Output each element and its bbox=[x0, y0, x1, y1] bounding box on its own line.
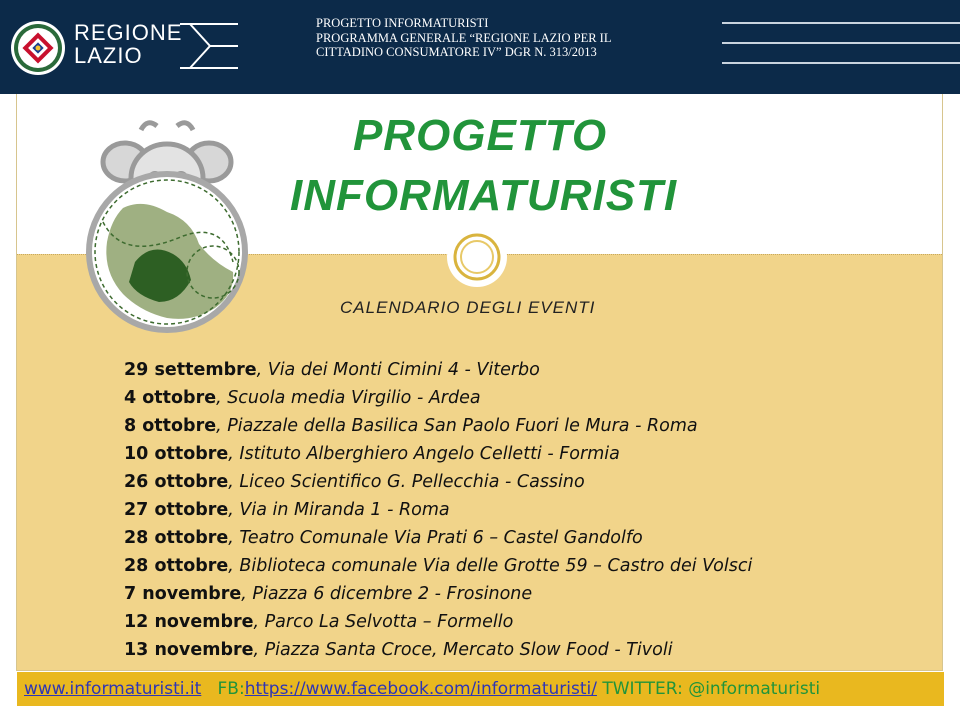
event-date: 28 ottobre bbox=[124, 528, 229, 548]
event-date: 29 settembre bbox=[124, 360, 257, 380]
event-date: 12 novembre bbox=[124, 612, 254, 632]
event-item bbox=[124, 552, 752, 580]
event-item bbox=[124, 440, 752, 468]
header-bar bbox=[0, 0, 960, 94]
event-place: , Piazza Santa Croce, Mercato Slow Food - Tivoli bbox=[253, 640, 673, 660]
regione-lazio-seal-icon bbox=[10, 20, 66, 76]
event-item bbox=[124, 636, 752, 664]
page-title bbox=[290, 106, 678, 226]
event-date: 8 ottobre bbox=[124, 416, 217, 436]
decorative-ring-icon bbox=[446, 226, 508, 288]
event-item bbox=[124, 412, 752, 440]
brand-line-lazio: LAZIO bbox=[74, 43, 143, 68]
event-place: , Piazzale della Basilica San Paolo Fuori le Mura - Roma bbox=[216, 416, 698, 436]
event-date: 7 novembre bbox=[124, 584, 242, 604]
event-place: , Teatro Comunale Via Prati 6 – Castel Gandolfo bbox=[228, 528, 643, 548]
event-place: , Scuola media Virgilio - Ardea bbox=[216, 388, 481, 408]
event-place: , Biblioteca comunale Via delle Grotte 59 – Castro dei Volsci bbox=[228, 556, 753, 576]
footer-bar bbox=[17, 672, 944, 706]
event-place: , Via dei Monti Cimini 4 - Viterbo bbox=[256, 360, 540, 380]
brand-wordmark bbox=[74, 22, 182, 68]
event-item bbox=[124, 496, 752, 524]
event-item bbox=[124, 524, 752, 552]
twitter-handle: TWITTER: @informaturisti bbox=[602, 679, 821, 699]
facebook-link[interactable]: https://www.facebook.com/informaturisti/ bbox=[244, 679, 597, 699]
event-date: 27 ottobre bbox=[124, 500, 229, 520]
header-decor-line bbox=[722, 62, 960, 64]
event-date: 4 ottobre bbox=[124, 388, 217, 408]
event-item bbox=[124, 608, 752, 636]
header-decor-line bbox=[722, 42, 960, 44]
event-place: , Via in Miranda 1 - Roma bbox=[228, 500, 450, 520]
event-date: 28 ottobre bbox=[124, 556, 229, 576]
event-place: , Parco La Selvotta – Formello bbox=[253, 612, 514, 632]
title-line: PROGETTO bbox=[352, 111, 608, 160]
brand-chevron-lines-icon bbox=[180, 22, 240, 70]
title-line: INFORMATURISTI bbox=[290, 171, 678, 220]
calendar-heading: CALENDARIO DEGLI EVENTI bbox=[340, 298, 596, 317]
event-item bbox=[124, 356, 752, 384]
event-date: 10 ottobre bbox=[124, 444, 229, 464]
project-desc-line: CITTADINO CONSUMATORE IV” DGR N. 313/2013 bbox=[316, 45, 597, 59]
project-desc-line: PROGETTO INFORMATURISTI bbox=[316, 16, 489, 30]
bee-lazio-map-logo-icon bbox=[83, 112, 255, 334]
website-link[interactable]: www.informaturisti.it bbox=[24, 679, 202, 699]
event-date: 26 ottobre bbox=[124, 472, 229, 492]
event-place: , Liceo Scientifico G. Pellecchia - Cassino bbox=[228, 472, 585, 492]
brand-line-regione: REGIONE bbox=[74, 20, 183, 45]
event-place: , Istituto Alberghiero Angelo Celletti - Formia bbox=[228, 444, 620, 464]
facebook-label: FB: bbox=[217, 679, 245, 699]
project-desc-line: PROGRAMMA GENERALE “REGIONE LAZIO PER IL bbox=[316, 30, 612, 45]
event-date: 13 novembre bbox=[124, 640, 254, 660]
event-item bbox=[124, 468, 752, 496]
event-place: , Piazza 6 dicembre 2 - Frosinone bbox=[241, 584, 533, 604]
project-description bbox=[316, 16, 706, 60]
event-item bbox=[124, 580, 752, 608]
events-list bbox=[124, 356, 752, 664]
event-item bbox=[124, 384, 752, 412]
header-decor-line bbox=[722, 22, 960, 24]
